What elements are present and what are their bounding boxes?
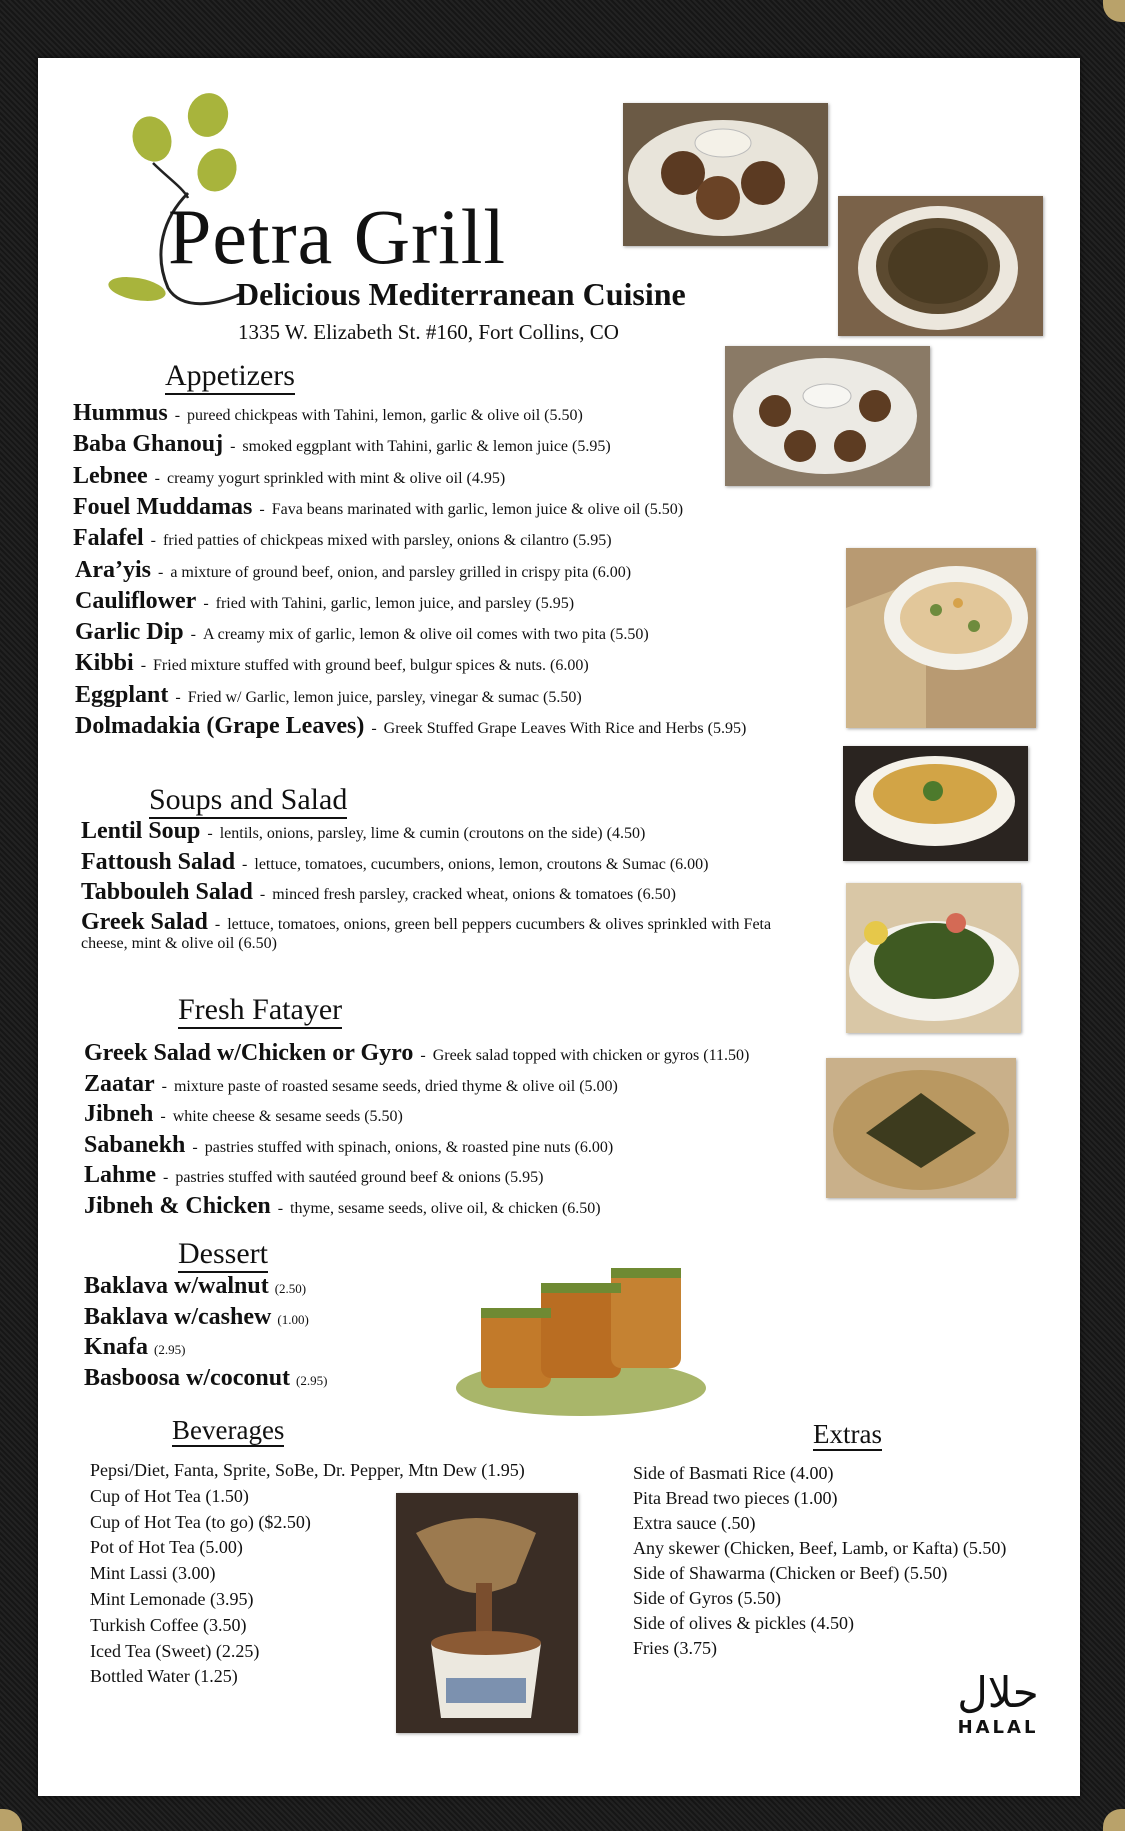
beverage-item: Pot of Hot Tea (5.00) bbox=[90, 1537, 243, 1558]
extra-item: Fries (3.75) bbox=[633, 1638, 717, 1658]
menu-item-name: Greek Salad w/Chicken or Gyro bbox=[84, 1040, 414, 1066]
menu-item-name: Lentil Soup bbox=[81, 818, 201, 844]
menu-item-description: Fried w/ Garlic, lemon juice, parsley, vinegar & sumac (5.50) bbox=[187, 688, 582, 706]
dessert-item bbox=[84, 1304, 309, 1331]
menu-item-description: lentils, onions, parsley, lime & cumin (croutons on the side) (4.50) bbox=[219, 825, 646, 842]
photo-tabbouleh-salad bbox=[846, 883, 1021, 1033]
menu-item-name: Zaatar bbox=[84, 1070, 155, 1097]
menu-item-separator: - bbox=[203, 594, 209, 612]
menu-item-name: Fouel Muddamas bbox=[73, 493, 253, 520]
extra-item: Pita Bread two pieces (1.00) bbox=[633, 1488, 838, 1508]
menu-item bbox=[81, 879, 676, 906]
extra-item: Extra sauce (.50) bbox=[633, 1513, 756, 1533]
beverage-item: Mint Lemonade (3.95) bbox=[90, 1589, 254, 1609]
dessert-item-name: Knafa bbox=[84, 1334, 149, 1360]
menu-item-name: Cauliflower bbox=[75, 587, 197, 614]
menu-item-name: Dolmadakia (Grape Leaves) bbox=[75, 713, 365, 739]
halal-arabic-text: حلال bbox=[957, 1668, 1039, 1717]
menu-item bbox=[73, 431, 611, 458]
dessert-item-price: (2.95) bbox=[296, 1372, 328, 1388]
menu-item-separator: - bbox=[163, 1169, 169, 1186]
section-title-soups-salad: Soups and Salad bbox=[149, 784, 347, 819]
beverage-item: Pepsi/Diet, Fanta, Sprite, SoBe, Dr. Pepper, Mtn Dew (1.95) bbox=[90, 1460, 525, 1480]
menu-item-separator: - bbox=[207, 825, 213, 842]
menu-item-separator: - bbox=[157, 563, 164, 581]
menu-item bbox=[75, 557, 631, 584]
extra-item: Side of olives & pickles (4.50) bbox=[633, 1613, 854, 1633]
menu-item bbox=[73, 400, 583, 427]
dessert-item-price: (2.95) bbox=[154, 1342, 186, 1357]
menu-item bbox=[73, 463, 505, 490]
menu-item-description: thyme, sesame seeds, olive oil, & chicken (6.50) bbox=[290, 1199, 601, 1217]
menu-item-description: fried patties of chickpeas mixed with parsley, onions & cilantro (5.95) bbox=[162, 532, 612, 550]
section-title-dessert: Dessert bbox=[178, 1238, 268, 1273]
dessert-item-price: (1.00) bbox=[277, 1311, 309, 1327]
section-title-appetizers: Appetizers bbox=[165, 360, 295, 395]
photo-falafel-plate bbox=[623, 103, 828, 246]
photo-kibbi-plate bbox=[725, 346, 930, 486]
menu-item-description: pastries stuffed with sautéed ground beef & onions (5.95) bbox=[175, 1169, 544, 1186]
menu-item-description: mixture paste of roasted sesame seeds, dried thyme & olive oil (5.00) bbox=[173, 1077, 618, 1095]
menu-item-separator: - bbox=[140, 657, 147, 675]
photo-baklava bbox=[451, 1238, 713, 1428]
menu-item-separator: - bbox=[420, 1047, 426, 1064]
menu-item-name: Hummus bbox=[73, 400, 168, 426]
menu-item-name: Lahme bbox=[84, 1162, 156, 1188]
menu-item-description: Greek Stuffed Grape Leaves With Rice and Herbs (5.95) bbox=[383, 720, 747, 737]
menu-item-separator: - bbox=[154, 469, 160, 487]
menu-item-description: pastries stuffed with spinach, onions, & roasted pine nuts (6.00) bbox=[204, 1138, 614, 1156]
menu-item-separator: - bbox=[160, 1108, 166, 1125]
halal-latin-text: HALAL bbox=[957, 1717, 1039, 1738]
menu-item bbox=[75, 713, 746, 740]
menu-item-description: Fried mixture stuffed with ground beef, bulgur spices & nuts. (6.00) bbox=[153, 657, 589, 675]
menu-item-description: minced fresh parsley, cracked wheat, onions & tomatoes (6.50) bbox=[272, 886, 676, 903]
menu-item-name: Ara’yis bbox=[75, 556, 151, 583]
dessert-item bbox=[84, 1273, 306, 1300]
menu-item-name: Kibbi bbox=[75, 650, 134, 677]
menu-item-description: Fava beans marinated with garlic, lemon juice & olive oil (5.50) bbox=[271, 500, 684, 518]
menu-item bbox=[81, 849, 709, 876]
menu-item bbox=[84, 1040, 749, 1067]
menu-item bbox=[84, 1193, 601, 1220]
menu-item-name: Lebnee bbox=[73, 462, 148, 489]
menu-item-name: Falafel bbox=[73, 525, 144, 552]
menu-item bbox=[75, 588, 574, 615]
restaurant-name: Petra Grill bbox=[168, 193, 507, 280]
menu-item-separator: - bbox=[175, 688, 181, 706]
photo-fatayer-pie bbox=[826, 1058, 1016, 1198]
dessert-item bbox=[84, 1365, 327, 1392]
restaurant-address: 1335 W. Elizabeth St. #160, Fort Collins, CO bbox=[238, 320, 619, 344]
dessert-item-name: Basboosa w/coconut bbox=[84, 1364, 291, 1391]
restaurant-tagline: Delicious Mediterranean Cuisine bbox=[236, 276, 686, 312]
menu-item-description: lettuce, tomatoes, cucumbers, onions, lemon, croutons & Sumac (6.00) bbox=[254, 855, 709, 873]
beverage-item: Cup of Hot Tea (1.50) bbox=[90, 1485, 249, 1506]
menu-item-separator: - bbox=[371, 720, 377, 737]
halal-mark bbox=[938, 1668, 1058, 1738]
menu-item-description: A creamy mix of garlic, lemon & olive oil comes with two pita (5.50) bbox=[202, 626, 649, 644]
menu-item-description: fried with Tahini, garlic, lemon juice, and parsley (5.95) bbox=[215, 594, 575, 612]
menu-item bbox=[75, 682, 582, 709]
menu-item-description: lettuce, tomatoes, onions, green bell peppers cucumbers & olives sprinkled with Feta cheese, mint & olive oil (6.50) bbox=[81, 915, 772, 952]
menu-item-name: Sabanekh bbox=[84, 1131, 186, 1158]
menu-item-description: pureed chickpeas with Tahini, lemon, garlic & olive oil (5.50) bbox=[187, 407, 583, 424]
menu-item bbox=[84, 1162, 543, 1189]
beverage-item: Iced Tea (Sweet) (2.25) bbox=[90, 1640, 260, 1661]
menu-item-separator: - bbox=[214, 915, 221, 933]
menu-item-separator: - bbox=[174, 407, 181, 424]
menu-item bbox=[75, 619, 649, 646]
menu-item-separator: - bbox=[190, 626, 196, 644]
menu-item-description: creamy yogurt sprinkled with mint & olive oil (4.95) bbox=[167, 469, 506, 487]
menu-item bbox=[81, 910, 801, 953]
menu-item-description: a mixture of ground beef, onion, and parsley grilled in crispy pita (6.00) bbox=[170, 563, 632, 581]
dessert-item-price: (2.50) bbox=[274, 1281, 307, 1296]
menu-item-separator: - bbox=[277, 1199, 284, 1217]
menu-item-description: smoked eggplant with Tahini, garlic & lemon juice (5.95) bbox=[242, 438, 611, 456]
menu-item-separator: - bbox=[242, 855, 248, 873]
menu-item-separator: - bbox=[150, 532, 156, 550]
menu-item-name: Fattoush Salad bbox=[81, 848, 236, 875]
section-title-extras: Extras bbox=[813, 1420, 882, 1451]
beverage-item: Turkish Coffee (3.50) bbox=[90, 1614, 247, 1635]
section-title-fresh-fatayer: Fresh Fatayer bbox=[178, 994, 342, 1029]
photo-lentil-soup bbox=[843, 746, 1028, 861]
dessert-item bbox=[84, 1334, 185, 1361]
extra-item: Side of Gyros (5.50) bbox=[633, 1588, 781, 1608]
dessert-item-name: Baklava w/cashew bbox=[84, 1303, 272, 1330]
menu-item bbox=[73, 494, 683, 521]
beverage-item: Bottled Water (1.25) bbox=[90, 1666, 238, 1687]
menu-item-separator: - bbox=[230, 438, 236, 456]
photo-turkish-coffee bbox=[396, 1493, 578, 1733]
menu-item bbox=[84, 1132, 613, 1159]
menu-item-name: Jibneh & Chicken bbox=[84, 1192, 271, 1219]
menu-item bbox=[81, 818, 645, 845]
menu-item-separator: - bbox=[259, 500, 265, 518]
menu-item-name: Tabbouleh Salad bbox=[81, 879, 253, 905]
menu-item bbox=[73, 525, 612, 552]
photo-zaatar-pie bbox=[838, 196, 1043, 336]
extra-item: Side of Basmati Rice (4.00) bbox=[633, 1463, 834, 1483]
menu-page bbox=[38, 58, 1080, 1796]
menu-item bbox=[84, 1071, 618, 1098]
extra-item: Any skewer (Chicken, Beef, Lamb, or Kafta) (5.50) bbox=[633, 1538, 1007, 1558]
menu-item-name: Greek Salad bbox=[81, 908, 208, 935]
menu-item-separator: - bbox=[259, 886, 266, 903]
extra-item: Side of Shawarma (Chicken or Beef) (5.50) bbox=[633, 1563, 948, 1583]
menu-item-name: Garlic Dip bbox=[75, 619, 184, 646]
menu-item-name: Baba Ghanouj bbox=[73, 431, 224, 458]
menu-item-description: Greek salad topped with chicken or gyros (11.50) bbox=[432, 1047, 750, 1064]
dessert-item-name: Baklava w/walnut bbox=[84, 1273, 269, 1299]
menu-item-separator: - bbox=[161, 1077, 167, 1095]
menu-item-description: white cheese & sesame seeds (5.50) bbox=[172, 1108, 403, 1125]
beverage-item: Cup of Hot Tea (to go) ($2.50) bbox=[90, 1511, 311, 1532]
beverage-item: Mint Lassi (3.00) bbox=[90, 1563, 216, 1584]
menu-item bbox=[75, 650, 589, 677]
section-title-beverages: Beverages bbox=[172, 1416, 284, 1447]
photo-hummus-bowl bbox=[846, 548, 1036, 728]
menu-item bbox=[84, 1101, 403, 1128]
menu-item-separator: - bbox=[192, 1138, 198, 1156]
menu-item-name: Jibneh bbox=[84, 1101, 154, 1127]
menu-item-name: Eggplant bbox=[75, 681, 169, 708]
